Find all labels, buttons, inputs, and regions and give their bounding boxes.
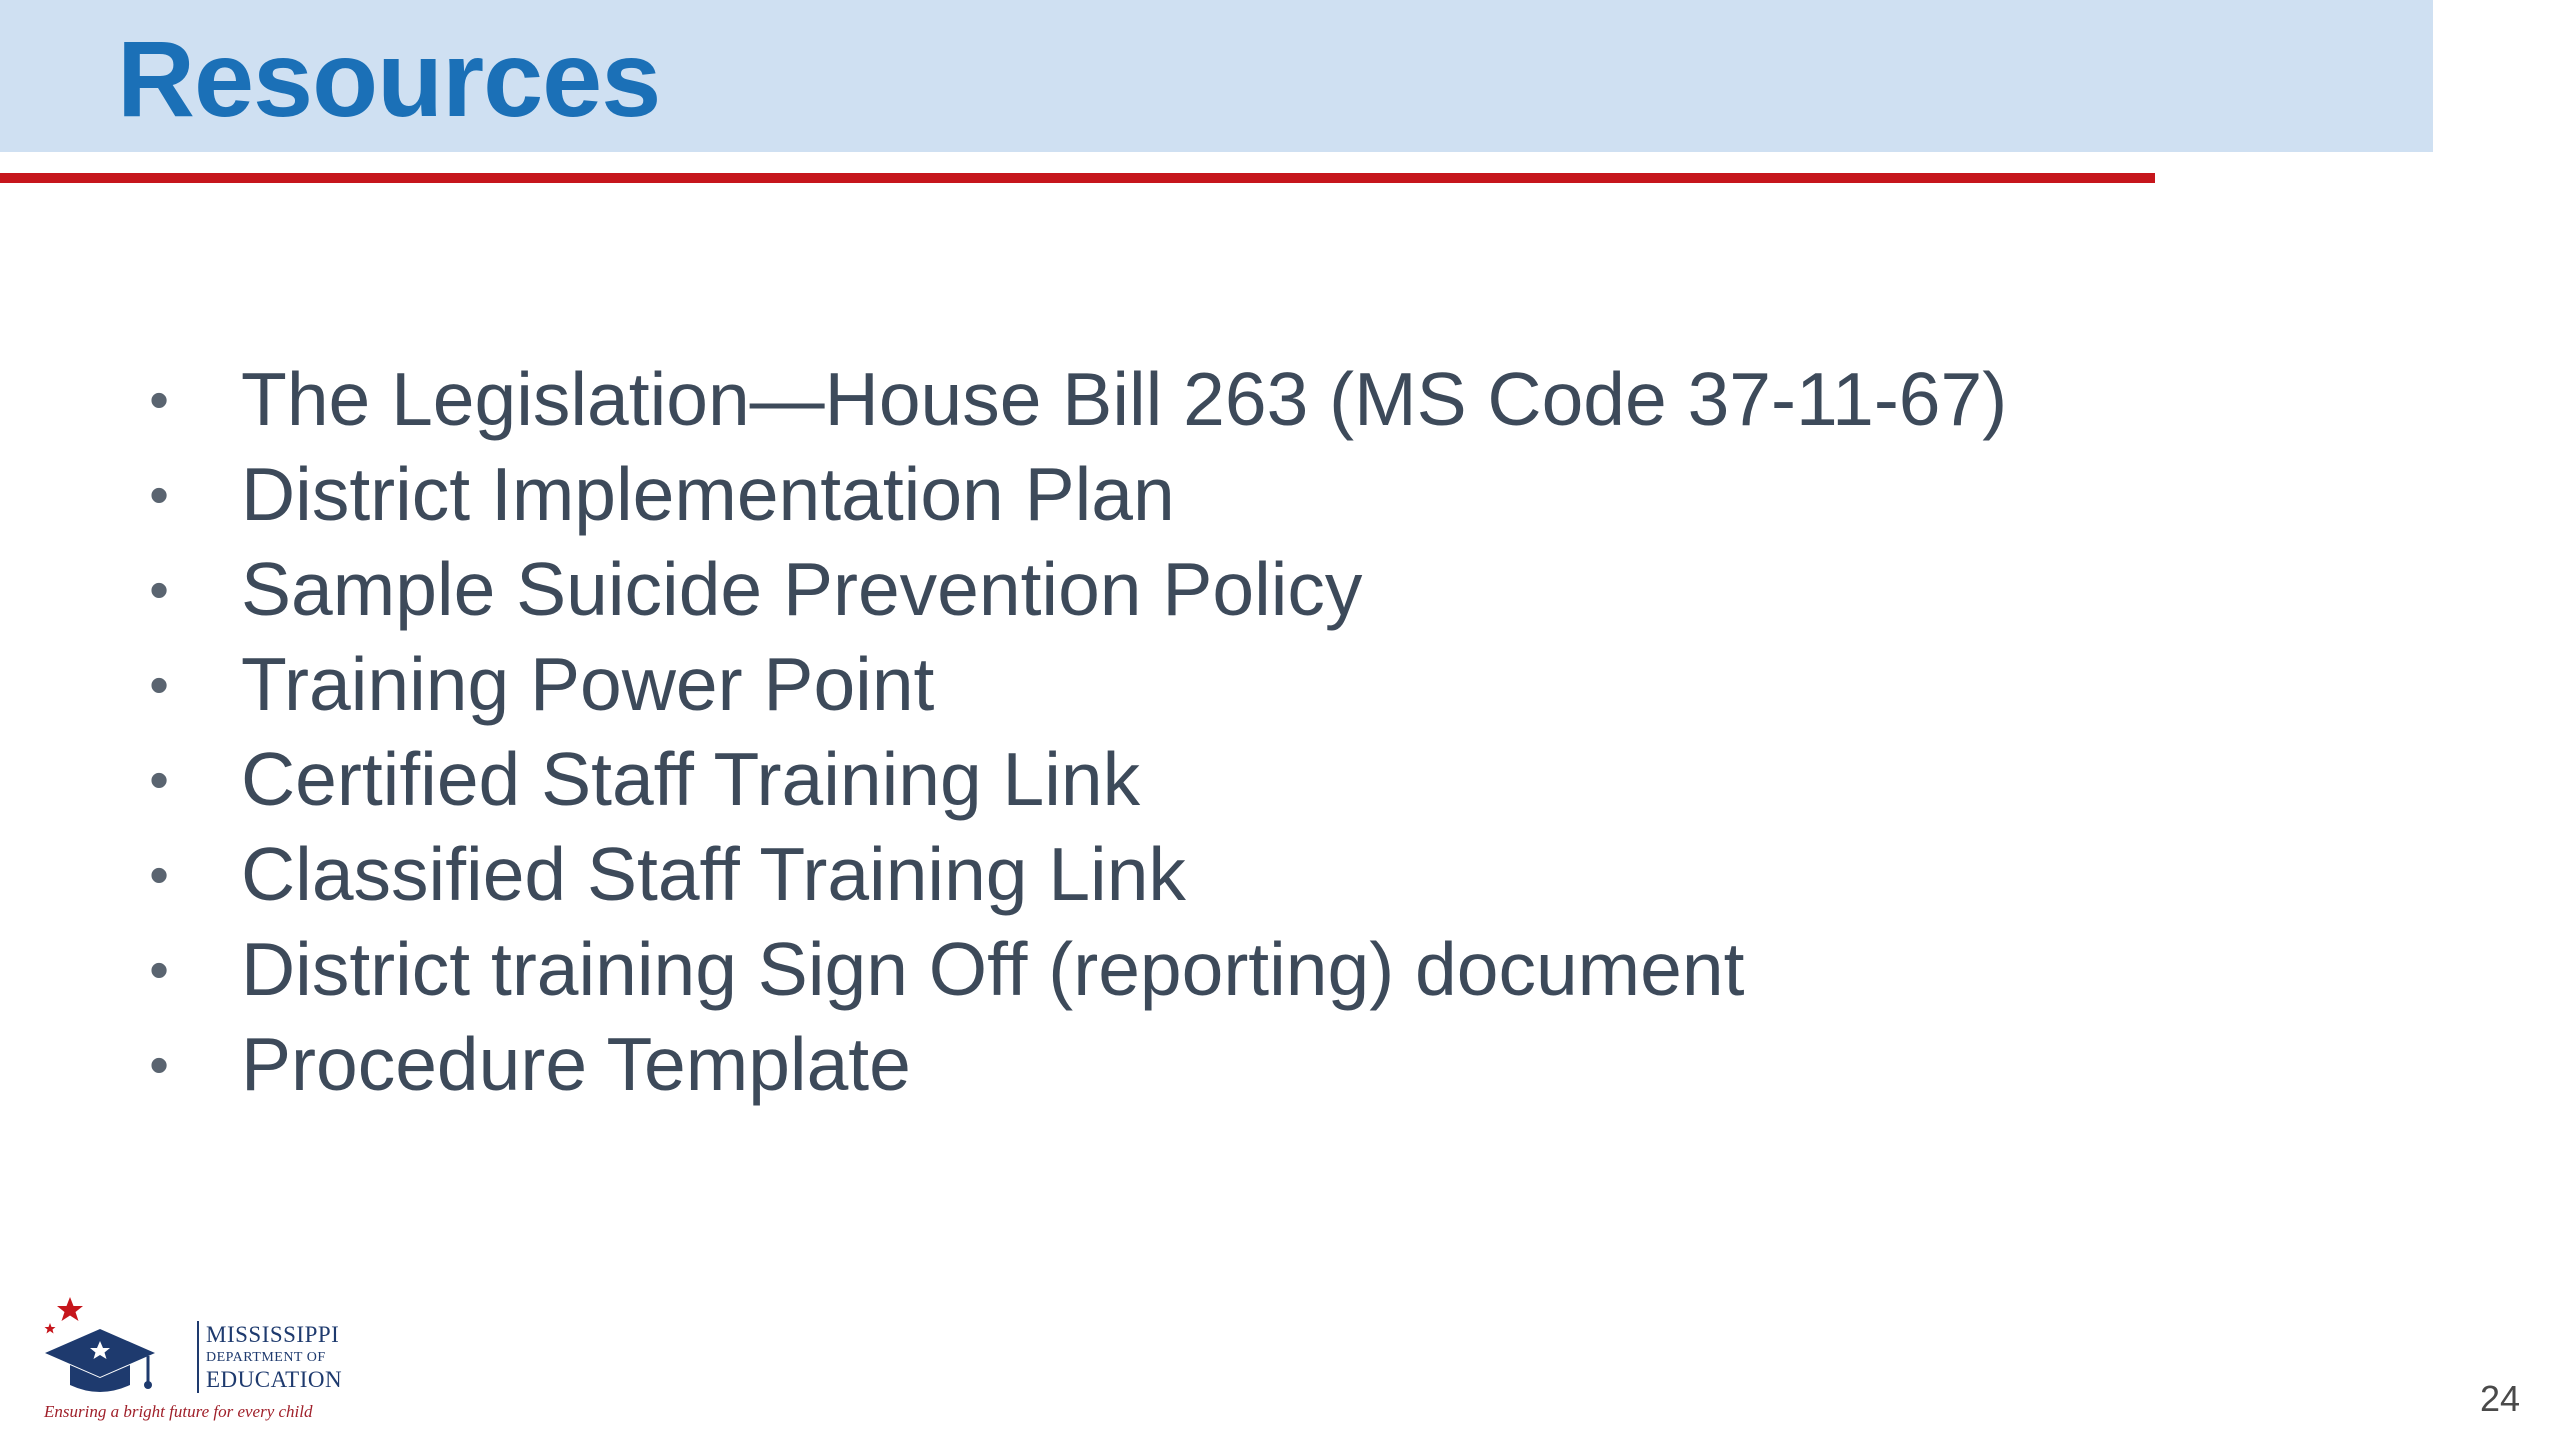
list-item-text: District training Sign Off (reporting) document xyxy=(241,927,1745,1011)
bullet-marker: • xyxy=(149,748,169,811)
bullet-marker: • xyxy=(149,463,169,526)
logo-education: EDUCATION xyxy=(206,1367,343,1392)
logo-tagline: Ensuring a bright future for every child xyxy=(44,1402,313,1421)
list-item-text: Procedure Template xyxy=(241,1022,911,1106)
bullet-marker: • xyxy=(149,558,169,621)
page-number: 24 xyxy=(2480,1378,2521,1419)
logo-emblem xyxy=(40,1295,200,1405)
logo-divider xyxy=(197,1321,199,1393)
bullet-marker: • xyxy=(149,938,169,1001)
graduation-cap-icon xyxy=(45,1329,155,1392)
list-item-text: The Legislation—House Bill 263 (MS Code 37-11-67) xyxy=(241,357,2008,441)
list-item-text: District Implementation Plan xyxy=(241,452,1175,536)
list-item-text: Sample Suicide Prevention Policy xyxy=(241,547,1363,631)
bullet-marker: • xyxy=(149,368,169,431)
list-item-text: Classified Staff Training Link xyxy=(241,832,1186,916)
bullet-marker: • xyxy=(149,843,169,906)
slide-title: Resources xyxy=(117,18,661,139)
list-item-text: Training Power Point xyxy=(241,642,935,726)
logo-department-of: DEPARTMENT OF xyxy=(206,1350,326,1365)
star-icon xyxy=(45,1297,84,1334)
mde-logo xyxy=(40,1295,343,1425)
bullet-marker: • xyxy=(149,653,169,716)
list-item-text: Certified Staff Training Link xyxy=(241,737,1141,821)
bullet-marker: • xyxy=(149,1033,169,1096)
logo-state-name: MISSISSIPPI xyxy=(206,1322,340,1347)
title-underline-rule xyxy=(0,173,2155,183)
